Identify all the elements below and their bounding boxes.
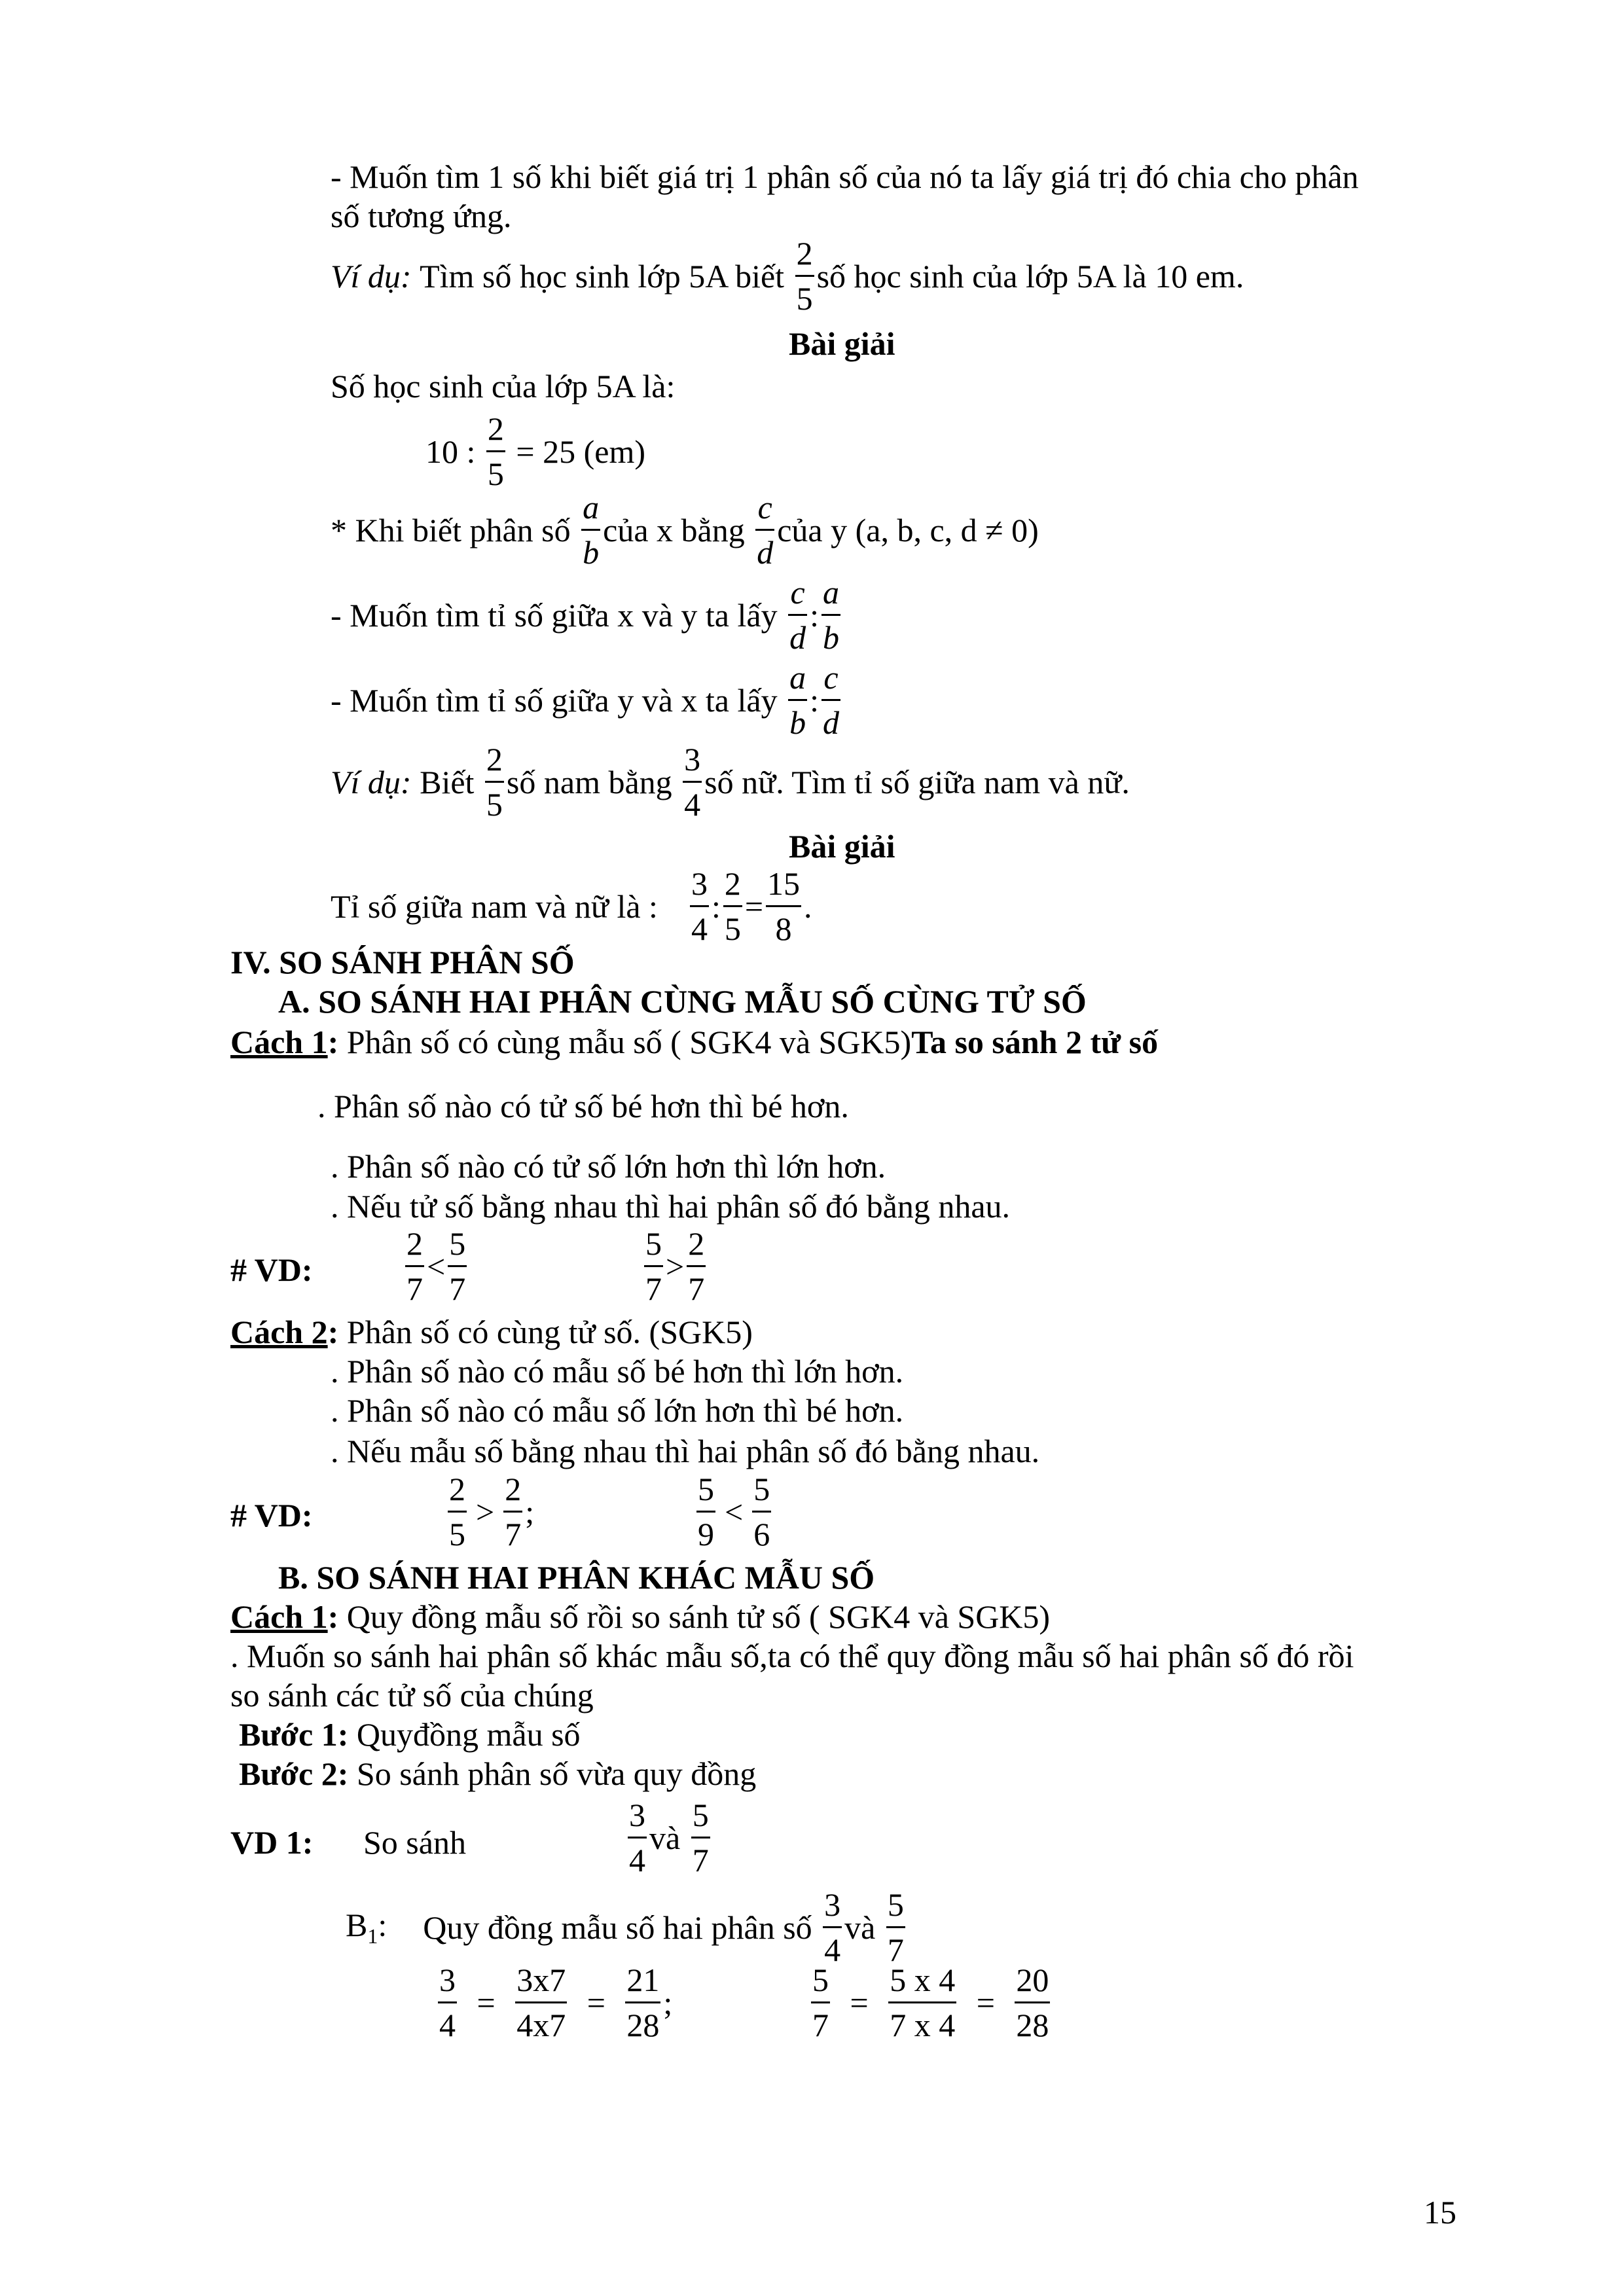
example1-text-before: Tìm số học sinh lớp 5A biết	[420, 257, 785, 295]
example1-label: Ví dụ:	[331, 257, 412, 295]
cach2-point-2: . Phân số nào có mẫu số lớn hơn thì bé hơn.	[331, 1392, 904, 1429]
cach2-vd-label: # VD:	[230, 1497, 313, 1534]
ratio-xy: - Muốn tìm tỉ số giữa x và y ta lấy $\frac{c}{d}$ : $\frac{a}{b}$	[331, 574, 839, 656]
rule-line-1: - Muốn tìm 1 số khi biết giá trị 1 phân số của nó ta lấy giá trị đó chia cho phân	[331, 158, 1359, 195]
cach2-line: Cách 2: Phân số có cùng tử số. (SGK5)	[230, 1314, 753, 1350]
solution-title-2: Bài giải	[789, 828, 895, 865]
cach1-point-1: . Phân số nào có tử số bé hơn thì bé hơn.	[317, 1088, 849, 1124]
section-iv-title: IV. SO SÁNH PHÂN SỐ	[230, 944, 575, 980]
vd1-fractions: $\frac{3}{4}$ và $\frac{5}{7}$	[629, 1797, 709, 1878]
b-cach1-line: Cách 1: Quy đồng mẫu số rồi so sánh tử số ( SGK4 và SGK5)	[230, 1598, 1051, 1635]
vd1-text: So sánh	[363, 1824, 466, 1861]
cach1-example-2: $\frac{5}{7}$ > $\frac{2}{7}$	[645, 1225, 705, 1307]
vd1-label: VD 1:	[230, 1824, 314, 1861]
cach1-line: Cách 1: Phân số có cùng mẫu số ( SGK4 và SGK5)Ta so sánh 2 tử số	[230, 1024, 1159, 1060]
ratio-yx: - Muốn tìm tỉ số giữa y và x ta lấy $\frac{a}{b}$ : $\frac{c}{d}$	[331, 659, 839, 741]
equation-2: $\frac{5}{7}$ = $\frac{5 x 4}{7 x 4}$ = $\frac{20}{28}$	[812, 1962, 1049, 2043]
section-b-title: B. SO SÁNH HAI PHÂN KHÁC MẪU SỐ	[278, 1559, 875, 1596]
cach2-example-2: $\frac{5}{9}$ < $\frac{5}{6}$	[698, 1471, 770, 1552]
cach1-example-1: $\frac{2}{7}$ < $\frac{5}{7}$	[406, 1225, 466, 1307]
section-a-title: A. SO SÁNH HAI PHÂN CÙNG MẪU SỐ CÙNG TỬ SỐ	[278, 983, 1087, 1020]
solution-title-1: Bài giải	[789, 325, 895, 362]
example1-text-after: số học sinh của lớp 5A là 10 em.	[816, 257, 1244, 295]
b1-line: $B_1$: Quy đồng mẫu số hai phân số $\frac{3}{4}$ và $\frac{5}{7}$	[346, 1886, 904, 1968]
example1-fraction: $\frac{2}{5}$	[796, 235, 813, 317]
step-1: Bước 1: Quyđồng mẫu số	[239, 1716, 581, 1753]
ratio-intro: * Khi biết phân số $\frac{a}{b}$ của x bằng $\frac{c}{d}$ của y (a, b, c, d ≠ 0)	[331, 489, 1039, 571]
example2-calculation: Tỉ số giữa nam và nữ là : $\frac{3}{4}$ : $\frac{2}{5}$ = $\frac{15}{8}$ .	[331, 865, 812, 947]
rule-line-2: số tương ứng.	[331, 198, 512, 234]
equation-1: $\frac{3}{4}$ = $\frac{3x7}{4x7}$ = $\frac{21}{28}$ ;	[439, 1962, 673, 2043]
b-cach1-desc-2: so sánh các tử số của chúng	[230, 1677, 594, 1713]
cach2-point-3: . Nếu mẫu số bằng nhau thì hai phân số đó bằng nhau.	[331, 1433, 1040, 1469]
b-cach1-desc-1: . Muốn so sánh hai phân số khác mẫu số,ta có thể quy đồng mẫu số hai phân số đó rồi	[230, 1638, 1354, 1674]
solution-line-1: Số học sinh của lớp 5A là:	[331, 368, 676, 404]
step-2: Bước 2: So sánh phân số vừa quy đồng	[239, 1755, 757, 1792]
cach1-vd-label: # VD:	[230, 1251, 313, 1288]
page-number: 15	[1424, 2194, 1456, 2231]
cach1-point-3: . Nếu tử số bằng nhau thì hai phân số đó bằng nhau.	[331, 1188, 1011, 1225]
example1-calculation: 10 : $\frac{2}{5}$ = 25 (em)	[425, 410, 645, 492]
example1-line	[331, 237, 1244, 315]
cach2-point-1: . Phân số nào có mẫu số bé hơn thì lớn hơn.	[331, 1353, 904, 1390]
cach2-example-1: $\frac{2}{5}$ > $\frac{2}{7}$ ;	[449, 1471, 535, 1552]
cach1-point-2: . Phân số nào có tử số lớn hơn thì lớn hơn.	[331, 1148, 886, 1185]
example2-line: Ví dụ: Biết $\frac{2}{5}$ số nam bằng $\frac{3}{4}$ số nữ. Tìm tỉ số giữa nam và nữ.	[331, 741, 1130, 823]
